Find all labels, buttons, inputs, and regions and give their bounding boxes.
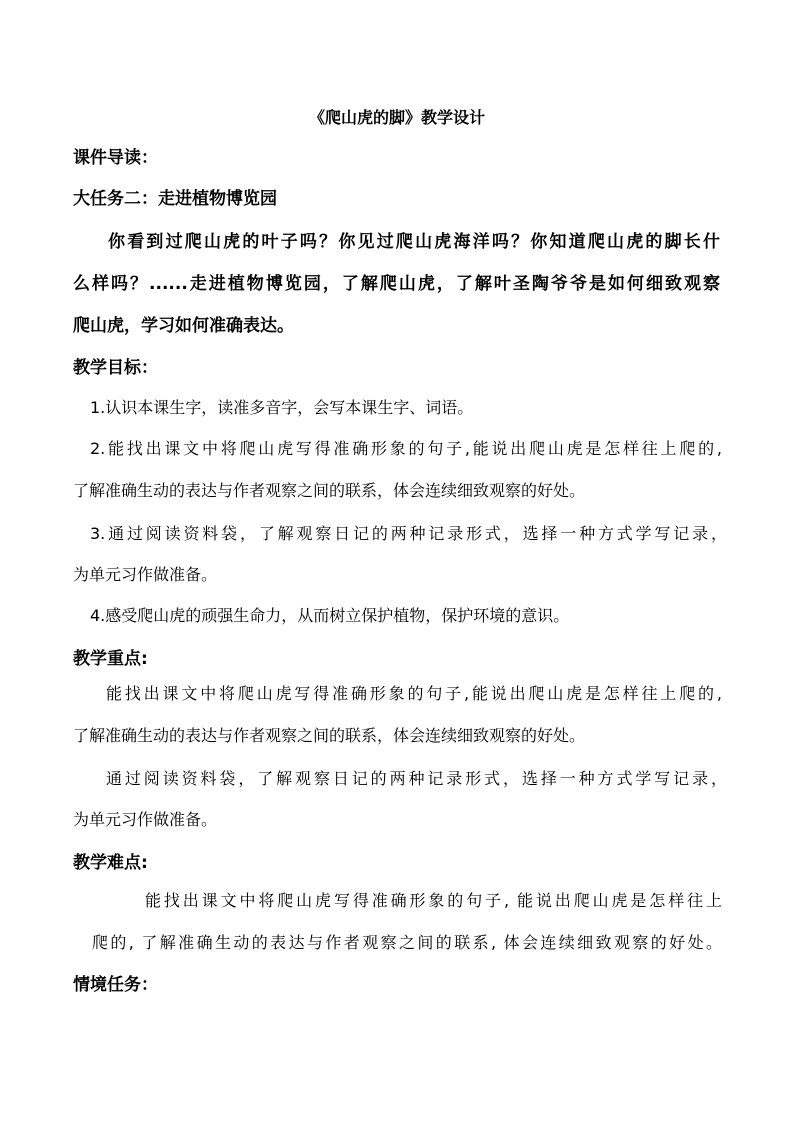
- goal-line: 2.能找出课文中将爬山虎写得准确形象的句子,能说出爬山虎是怎样往上爬的,: [90, 439, 722, 458]
- key-point-line: 了解准确生动的表达与作者观察之间的联系，体会连续细致观察的好处。: [73, 726, 586, 745]
- goal-line: 1.认识本课生字，读准多音字，会写本课生字、词语。: [90, 398, 474, 417]
- task-heading: 大任务二：走进植物博览园: [73, 189, 277, 209]
- difficulty-line: 爬的, 了解准确生动的表达与作者观察之间的联系, 体会连续细致观察的好处。: [92, 933, 722, 952]
- kejian-heading: 课件导读：: [73, 148, 158, 168]
- key-point-line: 为单元习作做准备。: [73, 810, 218, 829]
- intro-line: 爬山虎，学习如何准确表达。: [73, 316, 294, 336]
- document-title: 《爬山虎的脚》教学设计: [308, 108, 485, 127]
- goal-line: 为单元习作做准备。: [73, 565, 218, 584]
- situation-task-heading: 情境任务：: [73, 975, 158, 995]
- key-point-line: 通过阅读资料袋，了解观察日记的两种记录形式，选择一种方式学写记录，: [106, 769, 727, 788]
- intro-line: 你看到过爬山虎的叶子吗？你见过爬山虎海洋吗？你知道爬山虎的脚长什: [108, 232, 720, 252]
- key-point-line: 能找出课文中将爬山虎写得准确形象的句子,能说出爬山虎是怎样往上爬的,: [106, 684, 722, 703]
- intro-line: 么样吗？......走进植物博览园，了解爬山虎，了解叶圣陶爷爷是如何细致观察: [73, 274, 720, 294]
- goals-heading: 教学目标：: [73, 358, 158, 378]
- key-points-heading: 教学重点:: [73, 649, 148, 669]
- difficulty-line: 能找出课文中将爬山虎写得准确形象的句子, 能说出爬山虎是怎样往上: [145, 891, 722, 910]
- goal-line: 4.感受爬山虎的顽强生命力，从而树立保护植物，保护环境的意识。: [90, 606, 570, 625]
- difficulty-heading: 教学难点:: [73, 853, 148, 873]
- goal-line: 3.通过阅读资料袋，了解观察日记的两种记录形式，选择一种方式学写记录，: [90, 524, 727, 543]
- goal-line: 了解准确生动的表达与作者观察之间的联系，体会连续细致观察的好处。: [73, 481, 586, 500]
